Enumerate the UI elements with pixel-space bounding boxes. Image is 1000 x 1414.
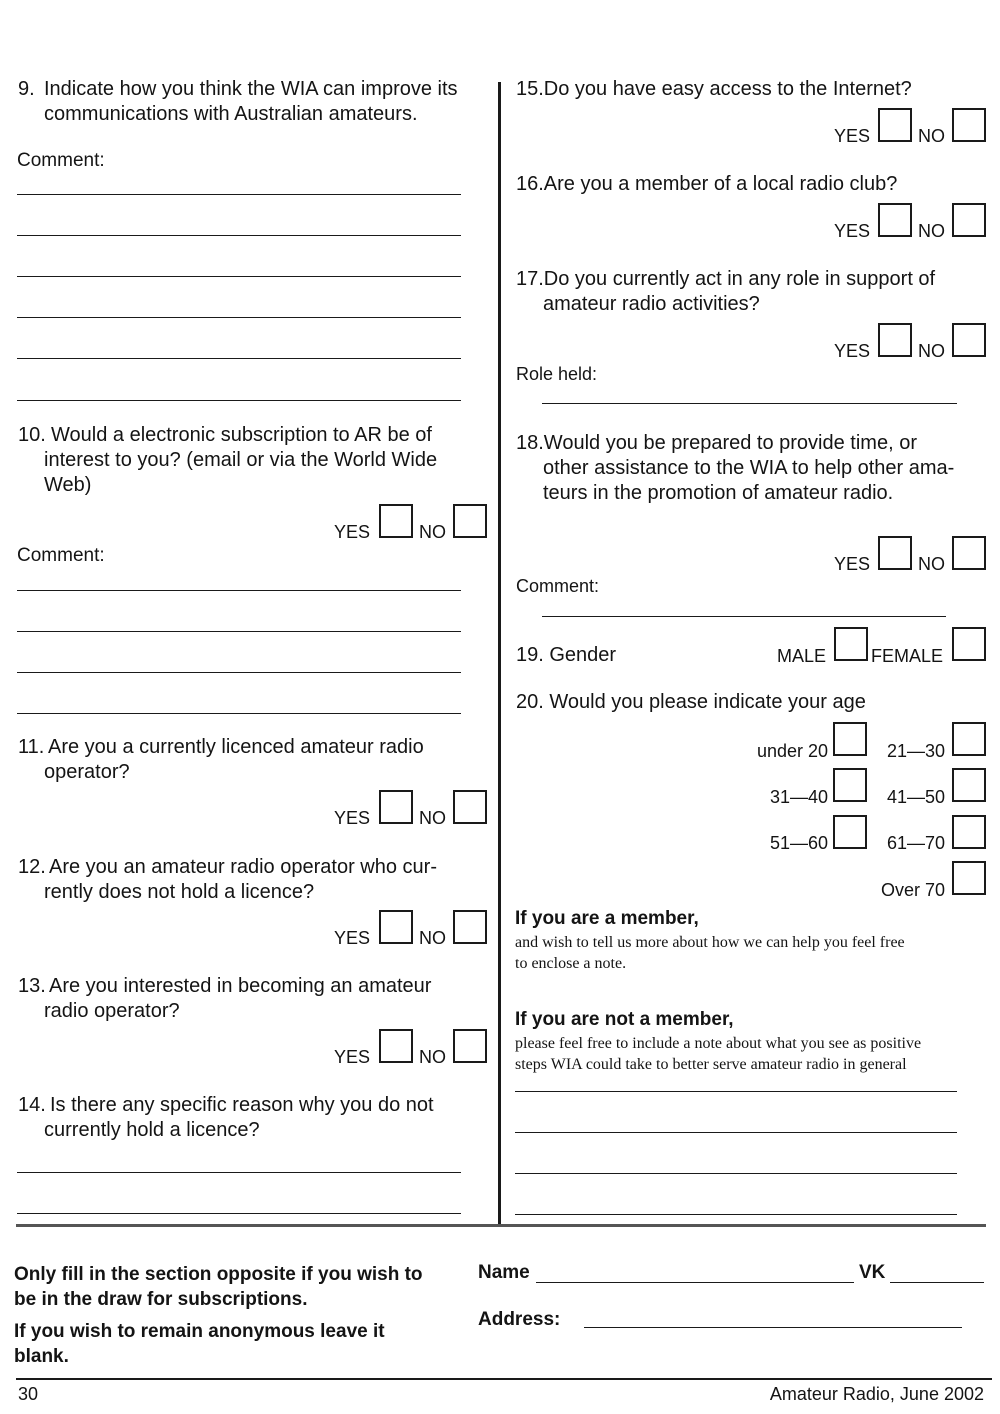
- question-text-line: Are you interested in becoming an amateur: [49, 975, 432, 997]
- age-checkbox[interactable]: [833, 768, 867, 802]
- female-checkbox[interactable]: [952, 627, 986, 661]
- yes-label: YES: [334, 522, 371, 542]
- yes-label: YES: [834, 221, 871, 241]
- comment-line[interactable]: [17, 358, 461, 359]
- no-label: NO: [918, 126, 945, 146]
- question-text-line: Are you a currently licenced amateur radio: [48, 736, 424, 758]
- age-checkbox[interactable]: [952, 768, 986, 802]
- question-text-line: Indicate how you think the WIA can improve its: [44, 78, 458, 100]
- yes-checkbox[interactable]: [379, 910, 413, 944]
- no-checkbox[interactable]: [453, 910, 487, 944]
- column-divider: [498, 82, 501, 1227]
- vk-label: VK: [859, 1262, 886, 1283]
- yes-checkbox[interactable]: [379, 504, 413, 538]
- no-checkbox[interactable]: [952, 108, 986, 142]
- age-checkbox[interactable]: [952, 861, 986, 895]
- male-label: MALE: [777, 646, 827, 666]
- callsign-field[interactable]: [890, 1282, 984, 1283]
- age-option-label: under 20: [756, 741, 828, 761]
- question-text-line: 17.Do you currently act in any role in support of: [516, 268, 936, 290]
- draw-text-line: blank.: [14, 1346, 69, 1367]
- comment-line[interactable]: [17, 276, 461, 277]
- age-checkbox[interactable]: [952, 815, 986, 849]
- no-checkbox[interactable]: [952, 323, 986, 357]
- question-text-line: operator?: [44, 761, 130, 783]
- age-option-label: 21—30: [886, 741, 945, 761]
- no-label: NO: [419, 522, 446, 542]
- note-line[interactable]: [515, 1091, 957, 1092]
- question-number: 11.: [18, 736, 45, 758]
- question-text-line: currently hold a licence?: [44, 1119, 260, 1141]
- no-checkbox[interactable]: [952, 203, 986, 237]
- yes-label: YES: [834, 341, 871, 361]
- question-text-line: radio operator?: [44, 1000, 180, 1022]
- yes-checkbox[interactable]: [878, 323, 912, 357]
- yes-label: YES: [334, 1047, 371, 1067]
- answer-line[interactable]: [17, 1213, 461, 1214]
- age-option-label: 51—60: [769, 833, 828, 853]
- question-text-line: interest to you? (email or via the World Wide: [44, 449, 438, 471]
- question-text-line: Would a electronic subscription to AR be of: [51, 424, 432, 446]
- no-checkbox[interactable]: [453, 504, 487, 538]
- member-text-line: to enclose a note.: [515, 955, 627, 972]
- no-label: NO: [918, 221, 945, 241]
- question-text: 16.Are you a member of a local radio club?: [516, 173, 898, 195]
- no-label: NO: [918, 341, 945, 361]
- comment-label: Comment:: [17, 545, 105, 566]
- question-text-line: 18.Would you be prepared to provide time, or: [516, 432, 917, 454]
- yes-checkbox[interactable]: [878, 536, 912, 570]
- role-held-label: Role held:: [516, 364, 598, 384]
- yes-label: YES: [834, 554, 871, 574]
- comment-label: Comment:: [516, 576, 600, 596]
- comment-line[interactable]: [542, 616, 946, 617]
- comment-line[interactable]: [17, 317, 461, 318]
- role-held-line[interactable]: [542, 403, 957, 404]
- draw-text-line: Only fill in the section opposite if you wish to: [14, 1264, 423, 1285]
- footer-rule: [16, 1378, 992, 1380]
- comment-line[interactable]: [17, 713, 461, 714]
- no-checkbox[interactable]: [453, 1029, 487, 1063]
- question-number: 13.: [18, 975, 46, 997]
- comment-label: Comment:: [17, 150, 105, 171]
- note-line[interactable]: [515, 1214, 957, 1215]
- age-option-label: Over 70: [880, 880, 945, 900]
- question-text: 15.Do you have easy access to the Internet?: [516, 78, 912, 100]
- age-checkbox[interactable]: [833, 815, 867, 849]
- age-checkbox[interactable]: [952, 722, 986, 756]
- question-text: 19. Gender: [516, 644, 617, 666]
- question-number: 10.: [18, 424, 46, 446]
- note-line[interactable]: [515, 1173, 957, 1174]
- no-checkbox[interactable]: [453, 790, 487, 824]
- name-label: Name: [478, 1262, 530, 1283]
- yes-label: YES: [334, 808, 371, 828]
- yes-checkbox[interactable]: [878, 203, 912, 237]
- age-option-label: 41—50: [886, 787, 945, 807]
- answer-line[interactable]: [17, 1172, 461, 1173]
- question-number: 12.: [18, 856, 46, 878]
- comment-line[interactable]: [17, 672, 461, 673]
- draw-text-line: If you wish to remain anonymous leave it: [14, 1321, 385, 1342]
- question-text-line: teurs in the promotion of amateur radio.: [543, 482, 894, 504]
- age-option-label: 61—70: [886, 833, 945, 853]
- comment-line[interactable]: [17, 400, 461, 401]
- question-text-line: communications with Australian amateurs.: [44, 103, 418, 125]
- comment-line[interactable]: [17, 194, 461, 195]
- question-number: 9.: [18, 78, 35, 100]
- question-text-line: amateur radio activities?: [543, 293, 760, 315]
- age-option-label: 31—40: [769, 787, 828, 807]
- publication-title: Amateur Radio, June 2002: [769, 1384, 984, 1404]
- no-label: NO: [419, 928, 446, 948]
- address-field[interactable]: [584, 1327, 962, 1328]
- comment-line[interactable]: [17, 590, 461, 591]
- no-label: NO: [419, 1047, 446, 1067]
- section-divider: [16, 1224, 986, 1227]
- yes-label: YES: [334, 928, 371, 948]
- age-checkbox[interactable]: [833, 722, 867, 756]
- yes-checkbox[interactable]: [379, 790, 413, 824]
- question-text: 20. Would you please indicate your age: [516, 691, 866, 713]
- male-checkbox[interactable]: [834, 627, 868, 661]
- question-text-line: Are you an amateur radio operator who cur-: [49, 856, 437, 878]
- yes-checkbox[interactable]: [379, 1029, 413, 1063]
- name-field[interactable]: [536, 1282, 854, 1283]
- no-checkbox[interactable]: [952, 536, 986, 570]
- yes-checkbox[interactable]: [878, 108, 912, 142]
- question-number: 14.: [18, 1094, 46, 1116]
- note-line[interactable]: [515, 1132, 957, 1133]
- nonmember-text-line: steps WIA could take to better serve amateur radio in general: [515, 1056, 907, 1073]
- comment-line[interactable]: [17, 235, 461, 236]
- member-heading: If you are a member,: [515, 908, 699, 929]
- address-label: Address:: [478, 1309, 561, 1330]
- female-label: FEMALE: [871, 646, 944, 666]
- comment-line[interactable]: [17, 631, 461, 632]
- nonmember-text-line: please feel free to include a note about what you see as positive: [515, 1035, 922, 1052]
- page-number: 30: [18, 1384, 39, 1404]
- question-text-line: rently does not hold a licence?: [44, 881, 315, 903]
- yes-label: YES: [834, 126, 871, 146]
- nonmember-heading: If you are not a member,: [515, 1009, 734, 1030]
- no-label: NO: [419, 808, 446, 828]
- draw-text-line: be in the draw for subscriptions.: [14, 1289, 308, 1310]
- question-text-line: other assistance to the WIA to help other ama-: [543, 457, 955, 479]
- member-text-line: and wish to tell us more about how we can help you feel free: [515, 934, 905, 951]
- question-text-line: Is there any specific reason why you do not: [50, 1094, 434, 1116]
- no-label: NO: [918, 554, 945, 574]
- question-text-line: Web): [44, 474, 92, 496]
